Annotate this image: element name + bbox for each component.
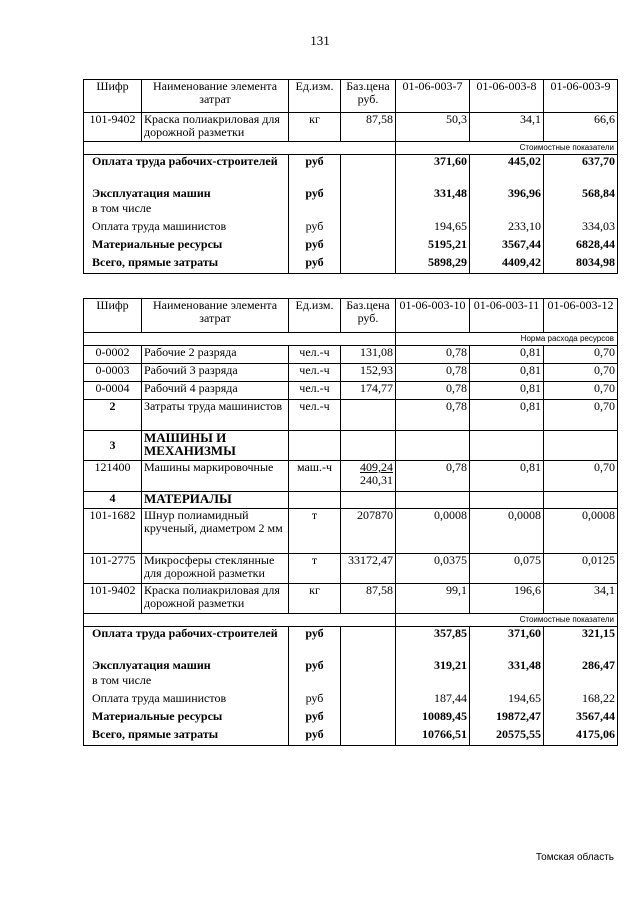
cost-row	[84, 220, 618, 238]
cost-unit: руб	[289, 187, 341, 202]
row-unit: чел.-ч	[289, 346, 341, 364]
cost-label: Материальные ресурсы	[84, 710, 289, 728]
cost-unit: руб	[289, 238, 341, 256]
cost-price-blank	[341, 728, 396, 746]
price-bottom: 240,31	[360, 473, 393, 487]
section-blank	[544, 492, 618, 509]
header-col3: 01-06-003-12	[544, 299, 618, 333]
section-blank	[544, 431, 618, 461]
cost-price-blank	[341, 238, 396, 256]
row-value-2: 0,81	[470, 364, 544, 382]
row-value-3: 34,1	[544, 584, 618, 614]
row-value-2: 0,81	[470, 400, 544, 431]
row-unit: кг	[289, 113, 341, 142]
cost-value-1: 10766,51	[396, 728, 470, 746]
row-price: 152,93	[341, 364, 396, 382]
cost-table-2	[83, 298, 618, 746]
cost-value-2: 371,60	[470, 627, 544, 659]
row-name: Затраты труда машинистов	[142, 400, 289, 431]
cost-value-3: 4175,06	[544, 728, 618, 746]
labor-total-row	[84, 400, 618, 431]
row-value-2: 0,0008	[470, 509, 544, 554]
row-unit: т	[289, 554, 341, 584]
row-value-2: 0,81	[470, 461, 544, 492]
header-code: Шифр	[84, 299, 142, 333]
row-code: 101-9402	[84, 113, 142, 142]
row-unit: чел.-ч	[289, 400, 341, 431]
header-price: Баз.цена руб.	[341, 80, 396, 113]
cost-value-2: 194,65	[470, 692, 544, 710]
cost-price-blank	[341, 659, 396, 674]
cost-value-1: 319,21	[396, 659, 470, 674]
cost-value-3: 321,15	[544, 627, 618, 659]
cost-value-3: 637,70	[544, 155, 618, 187]
row-code: 101-1682	[84, 509, 142, 554]
row-name: Краска полиакриловая для дорожной разметки	[142, 584, 289, 614]
row-value-2: 196,6	[470, 584, 544, 614]
section-blank	[470, 431, 544, 461]
row-value-3: 0,70	[544, 346, 618, 364]
row-value-1: 0,0008	[396, 509, 470, 554]
row-value-3: 0,0008	[544, 509, 618, 554]
cost-row	[84, 659, 618, 674]
row-value-2: 0,075	[470, 554, 544, 584]
cost-value-2: 445,02	[470, 155, 544, 187]
table-row	[84, 382, 618, 400]
cost-table-1	[83, 79, 618, 274]
cost-label: Оплата труда машинистов	[84, 220, 289, 238]
row-value-3: 0,70	[544, 461, 618, 492]
row-value-1: 99,1	[396, 584, 470, 614]
cost-value-2: 19872,47	[470, 710, 544, 728]
cost-value-1	[396, 674, 470, 692]
header-price: Баз.цена руб.	[341, 299, 396, 333]
row-value-2: 0,81	[470, 382, 544, 400]
cost-unit	[289, 674, 341, 692]
row-unit: чел.-ч	[289, 364, 341, 382]
cost-label: Оплата труда рабочих-строителей	[84, 627, 289, 659]
table-row	[84, 461, 618, 492]
cost-price-blank	[341, 674, 396, 692]
cost-price-blank	[341, 710, 396, 728]
cost-row	[84, 674, 618, 692]
row-price: 207870	[341, 509, 396, 554]
cost-label: Материальные ресурсы	[84, 238, 289, 256]
cost-value-1: 194,65	[396, 220, 470, 238]
table-header-row	[84, 80, 618, 113]
section-blank	[289, 431, 341, 461]
row-code: 2	[84, 400, 142, 431]
cost-value-1: 10089,45	[396, 710, 470, 728]
header-unit: Ед.изм.	[289, 80, 341, 113]
cost-label: Оплата труда машинистов	[84, 692, 289, 710]
cost-unit: руб	[289, 728, 341, 746]
cost-price-blank	[341, 155, 396, 187]
cost-caption-row	[84, 142, 618, 155]
section-code: 3	[84, 431, 142, 461]
row-name: Краска полиакриловая для дорожной разметки	[142, 113, 289, 142]
footer-region: Томская область	[535, 852, 614, 863]
cost-value-1: 331,48	[396, 187, 470, 202]
header-col2: 01-06-003-8	[470, 80, 544, 113]
cost-value-3	[544, 202, 618, 220]
cost-unit: руб	[289, 256, 341, 274]
row-unit: т	[289, 509, 341, 554]
header-name: Наименование элемента затрат	[142, 299, 289, 333]
row-value-1: 0,78	[396, 461, 470, 492]
cost-value-1: 5898,29	[396, 256, 470, 274]
row-value-3: 0,0125	[544, 554, 618, 584]
row-name: Шнур полиамидный крученый, диаметром 2 мм	[142, 509, 289, 554]
cost-caption-blank	[84, 614, 396, 627]
cost-value-2: 20575,55	[470, 728, 544, 746]
cost-caption: Стоимостные показатели	[396, 142, 618, 155]
header-unit: Ед.изм.	[289, 299, 341, 333]
row-name: Рабочий 4 разряда	[142, 382, 289, 400]
row-value-1: 0,78	[396, 400, 470, 431]
cost-row	[84, 238, 618, 256]
cost-value-1: 371,60	[396, 155, 470, 187]
row-code: 0-0002	[84, 346, 142, 364]
cost-label: в том числе	[84, 202, 289, 220]
row-value-3: 0,70	[544, 400, 618, 431]
row-code: 0-0004	[84, 382, 142, 400]
cost-price-blank	[341, 202, 396, 220]
cost-caption: Стоимостные показатели	[396, 614, 618, 627]
cost-row	[84, 256, 618, 274]
cost-value-1	[396, 202, 470, 220]
row-value-1: 0,78	[396, 346, 470, 364]
cost-label: Всего, прямые затраты	[84, 256, 289, 274]
cost-label: в том числе	[84, 674, 289, 692]
row-price	[341, 461, 396, 492]
page-number: 131	[310, 33, 330, 48]
cost-value-3: 568,84	[544, 187, 618, 202]
table-header-row	[84, 299, 618, 333]
cost-value-2: 4409,42	[470, 256, 544, 274]
cost-price-blank	[341, 692, 396, 710]
header-col2: 01-06-003-11	[470, 299, 544, 333]
cost-value-2: 331,48	[470, 659, 544, 674]
row-name: Рабочий 3 разряда	[142, 364, 289, 382]
table-row	[84, 554, 618, 584]
cost-price-blank	[341, 256, 396, 274]
row-value-1: 0,78	[396, 364, 470, 382]
header-name: Наименование элемента затрат	[142, 80, 289, 113]
cost-label: Эксплуатация машин	[84, 659, 289, 674]
cost-unit: руб	[289, 627, 341, 659]
header-col1: 01-06-003-7	[396, 80, 470, 113]
header-code: Шифр	[84, 80, 142, 113]
table-row	[84, 346, 618, 364]
row-price: 131,08	[341, 346, 396, 364]
cost-value-3: 6828,44	[544, 238, 618, 256]
table-row	[84, 364, 618, 382]
cost-value-3: 3567,44	[544, 710, 618, 728]
row-value-3: 0,70	[544, 364, 618, 382]
cost-value-1: 187,44	[396, 692, 470, 710]
norm-caption-blank	[84, 333, 396, 346]
cost-value-2: 396,96	[470, 187, 544, 202]
cost-row	[84, 692, 618, 710]
cost-price-blank	[341, 627, 396, 659]
row-unit: кг	[289, 584, 341, 614]
cost-caption-row	[84, 614, 618, 627]
section-blank	[470, 492, 544, 509]
section-blank	[341, 492, 396, 509]
cost-value-2	[470, 674, 544, 692]
cost-value-3: 8034,98	[544, 256, 618, 274]
header-col3: 01-06-003-9	[544, 80, 618, 113]
header-col1: 01-06-003-10	[396, 299, 470, 333]
row-price: 33172,47	[341, 554, 396, 584]
cost-row	[84, 187, 618, 202]
row-code: 101-9402	[84, 584, 142, 614]
section-blank	[289, 492, 341, 509]
row-code: 101-2775	[84, 554, 142, 584]
cost-label: Оплата труда рабочих-строителей	[84, 155, 289, 187]
cost-unit: руб	[289, 710, 341, 728]
row-price-blank	[341, 400, 396, 431]
row-price: 87,58	[341, 584, 396, 614]
cost-value-1: 357,85	[396, 627, 470, 659]
cost-row	[84, 202, 618, 220]
cost-label: Эксплуатация машин	[84, 187, 289, 202]
row-value-2: 0,81	[470, 346, 544, 364]
cost-row	[84, 627, 618, 659]
section-title: МАШИНЫ И МЕХАНИЗМЫ	[142, 431, 289, 461]
section-row	[84, 431, 618, 461]
cost-price-blank	[341, 220, 396, 238]
table-row	[84, 584, 618, 614]
row-value-3: 0,70	[544, 382, 618, 400]
row-name: Рабочие 2 разряда	[142, 346, 289, 364]
cost-unit: руб	[289, 692, 341, 710]
cost-value-3: 168,22	[544, 692, 618, 710]
row-value-1: 50,3	[396, 113, 470, 142]
row-value-3: 66,6	[544, 113, 618, 142]
cost-value-3	[544, 674, 618, 692]
section-code: 4	[84, 492, 142, 509]
row-value-2: 34,1	[470, 113, 544, 142]
price-top: 409,24	[360, 460, 393, 474]
row-unit: маш.-ч	[289, 461, 341, 492]
cost-caption-blank	[84, 142, 396, 155]
cost-value-2	[470, 202, 544, 220]
cost-value-1: 5195,21	[396, 238, 470, 256]
cost-price-blank	[341, 187, 396, 202]
cost-label: Всего, прямые затраты	[84, 728, 289, 746]
row-value-1: 0,78	[396, 382, 470, 400]
cost-value-2: 233,10	[470, 220, 544, 238]
cost-unit: руб	[289, 659, 341, 674]
cost-unit	[289, 202, 341, 220]
cost-row	[84, 728, 618, 746]
row-code: 0-0003	[84, 364, 142, 382]
norm-caption-row	[84, 333, 618, 346]
row-name: Микросферы стеклянные для дорожной разметки	[142, 554, 289, 584]
row-name: Машины маркировочные	[142, 461, 289, 492]
cost-unit: руб	[289, 220, 341, 238]
cost-row	[84, 155, 618, 187]
row-code: 121400	[84, 461, 142, 492]
cost-value-2: 3567,44	[470, 238, 544, 256]
row-unit: чел.-ч	[289, 382, 341, 400]
section-title: МАТЕРИАЛЫ	[142, 492, 289, 509]
cost-row	[84, 710, 618, 728]
section-row	[84, 492, 618, 509]
cost-value-3: 334,03	[544, 220, 618, 238]
row-value-1: 0,0375	[396, 554, 470, 584]
table-row	[84, 113, 618, 142]
cost-unit: руб	[289, 155, 341, 187]
section-blank	[396, 431, 470, 461]
cost-value-3: 286,47	[544, 659, 618, 674]
table-row	[84, 509, 618, 554]
row-price: 87,58	[341, 113, 396, 142]
norm-caption: Норма расхода ресурсов	[396, 333, 618, 346]
section-blank	[396, 492, 470, 509]
section-blank	[341, 431, 396, 461]
row-price: 174,77	[341, 382, 396, 400]
